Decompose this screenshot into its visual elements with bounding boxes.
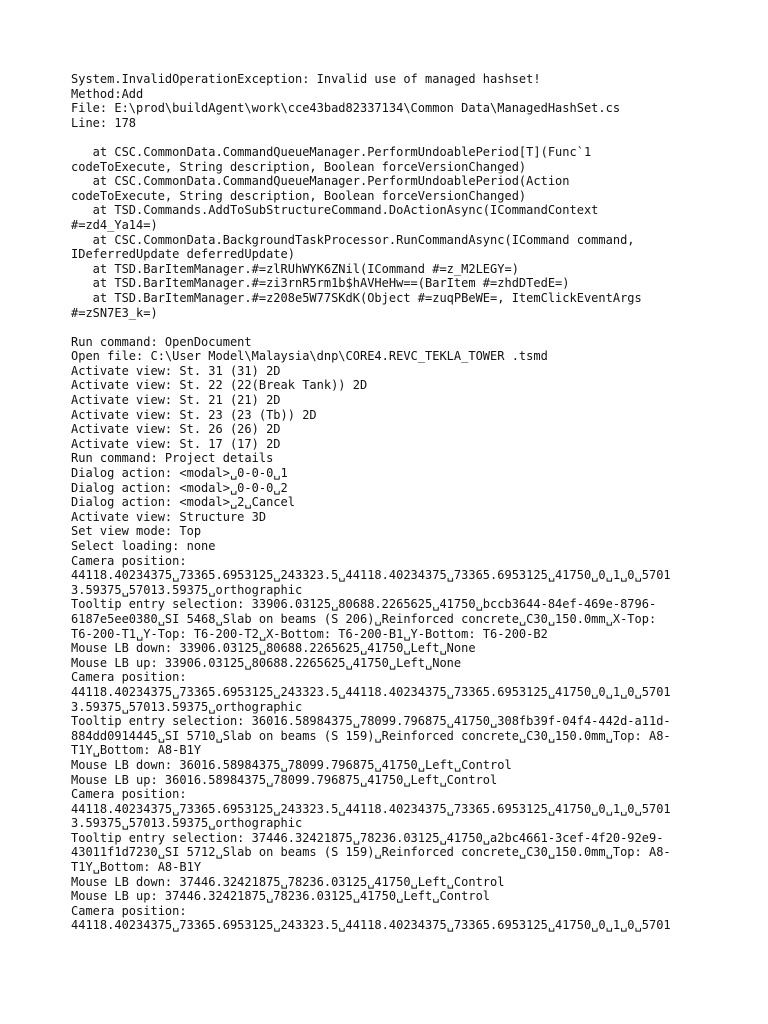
log-line <box>71 320 711 335</box>
log-line: 884dd0914445␣SI 5710␣Slab on beams (S 159)␣Reinforced concrete␣C30␣150.0mm␣Top: A8- <box>71 728 671 743</box>
log-line: at TSD.BarItemManager.#=z208e5W77SKdK(Object #=zuqPBeWE=, ItemClickEventArgs <box>71 290 642 305</box>
log-line: 44118.40234375␣73365.6953125␣243323.5␣44118.40234375␣73365.6953125␣41750␣0␣1␣0␣5701 <box>71 684 671 699</box>
log-line: Mouse LB up: 37446.32421875␣78236.03125␣41750␣Left␣Control <box>71 889 491 904</box>
log-line: Mouse LB up: 36016.58984375␣78099.796875␣41750␣Left␣Control <box>71 772 498 787</box>
log-line: 3.59375␣57013.59375␣orthographic <box>71 699 303 714</box>
log-line: at TSD.BarItemManager.#=zi3rnR5rm1b$hAVHeHw==(BarItem #=zhdDTedE=) <box>71 276 570 291</box>
log-line: 43011f1d7230␣SI 5712␣Slab on beams (S 159)␣Reinforced concrete␣C30␣150.0mm␣Top: A8- <box>71 845 671 860</box>
log-line: Mouse LB down: 33906.03125␣80688.2265625␣41750␣Left␣None <box>71 641 476 656</box>
log-line: at CSC.CommonData.BackgroundTaskProcessor.RunCommandAsync(ICommand command, <box>71 232 635 247</box>
log-line: at TSD.BarItemManager.#=zlRUhWYK6ZNil(ICommand #=z_M2LEGY=) <box>71 261 519 276</box>
log-line <box>71 130 711 145</box>
error-log-text <box>71 72 711 933</box>
log-line: Run command: OpenDocument <box>71 334 252 349</box>
log-line: Mouse LB down: 36016.58984375␣78099.796875␣41750␣Left␣Control <box>71 757 512 772</box>
log-line: Dialog action: <modal>␣0-0-0␣1 <box>71 466 288 481</box>
log-line: at TSD.Commands.AddToSubStructureCommand.DoActionAsync(ICommandContext <box>71 203 599 218</box>
log-line: Select loading: none <box>71 539 216 553</box>
log-line: T1Y␣Bottom: A8-B1Y <box>71 860 202 875</box>
log-line: T1Y␣Bottom: A8-B1Y <box>71 743 202 758</box>
log-line: #=zd4_Ya14=) <box>71 217 158 232</box>
log-line: Tooltip entry selection: 36016.58984375␣78099.796875␣41750␣308fb39f-04f4-442d-a11d- <box>71 714 671 729</box>
log-line: codeToExecute, String description, Boolean forceVersionChanged) <box>71 159 527 174</box>
log-line: Dialog action: <modal>␣2␣Cancel <box>71 495 295 510</box>
log-line: File: E:\prod\buildAgent\work\cce43bad82337134\Common Data\ManagedHashSet.cs <box>71 101 621 116</box>
log-line: at CSC.CommonData.CommandQueueManager.PerformUndoablePeriod[T](Func`1 <box>71 144 592 159</box>
log-line: 6187e5ee0380␣SI 5468␣Slab on beams (S 206)␣Reinforced concrete␣C30␣150.0mm␣X-Top: <box>71 611 657 626</box>
log-line: 3.59375␣57013.59375␣orthographic <box>71 816 303 831</box>
log-line: Line: 178 <box>71 115 137 130</box>
log-line: Tooltip entry selection: 33906.03125␣80688.2265625␣41750␣bccb3644-84ef-469e-8796- <box>71 597 657 612</box>
log-line: Camera position: <box>71 787 187 802</box>
log-line: Activate view: St. 17 (17) 2D <box>71 436 281 451</box>
log-line: at CSC.CommonData.CommandQueueManager.PerformUndoablePeriod(Action <box>71 174 570 189</box>
log-line: Camera position: <box>71 670 187 685</box>
log-line: T6-200-T1␣Y-Top: T6-200-T2␣X-Bottom: T6-200-B1␣Y-Bottom: T6-200-B2 <box>71 626 548 641</box>
log-line: Mouse LB up: 33906.03125␣80688.2265625␣41750␣Left␣None <box>71 655 462 670</box>
log-line: Tooltip entry selection: 37446.32421875␣78236.03125␣41750␣a2bc4661-3cef-4f20-92e9- <box>71 830 664 845</box>
log-line: codeToExecute, String description, Boolean forceVersionChanged) <box>71 188 527 203</box>
log-line: Activate view: St. 22 (22(Break Tank)) 2D <box>71 378 368 393</box>
log-line: Camera position: <box>71 553 187 568</box>
log-line: 44118.40234375␣73365.6953125␣243323.5␣44118.40234375␣73365.6953125␣41750␣0␣1␣0␣5701 <box>71 801 671 816</box>
log-line: Activate view: St. 21 (21) 2D <box>71 393 281 408</box>
log-line: 44118.40234375␣73365.6953125␣243323.5␣44118.40234375␣73365.6953125␣41750␣0␣1␣0␣5701 <box>71 568 671 583</box>
log-line: Dialog action: <modal>␣0-0-0␣2 <box>71 480 288 495</box>
log-line: #=zSN7E3_k=) <box>71 305 158 320</box>
log-line: Method:Add <box>71 86 144 101</box>
log-line: Activate view: Structure 3D <box>71 509 267 524</box>
log-line: Activate view: St. 26 (26) 2D <box>71 422 281 437</box>
log-line: Run command: Project details <box>71 451 274 466</box>
log-line: Set view mode: Top <box>71 524 202 539</box>
log-line: Open file: C:\User Model\Malaysia\dnp\CORE4.REVC_TEKLA_TOWER .tsmd <box>71 349 548 364</box>
log-line: System.InvalidOperationException: Invalid use of managed hashset! <box>71 72 541 86</box>
log-line: IDeferredUpdate deferredUpdate) <box>71 247 295 262</box>
log-line: Camera position: <box>71 903 187 918</box>
log-line: Activate view: St. 31 (31) 2D <box>71 363 281 378</box>
log-line: 44118.40234375␣73365.6953125␣243323.5␣44118.40234375␣73365.6953125␣41750␣0␣1␣0␣5701 <box>71 918 671 933</box>
log-line: Mouse LB down: 37446.32421875␣78236.03125␣41750␣Left␣Control <box>71 874 505 889</box>
log-line: Activate view: St. 23 (23 (Tb)) 2D <box>71 407 317 422</box>
log-line: 3.59375␣57013.59375␣orthographic <box>71 582 303 597</box>
